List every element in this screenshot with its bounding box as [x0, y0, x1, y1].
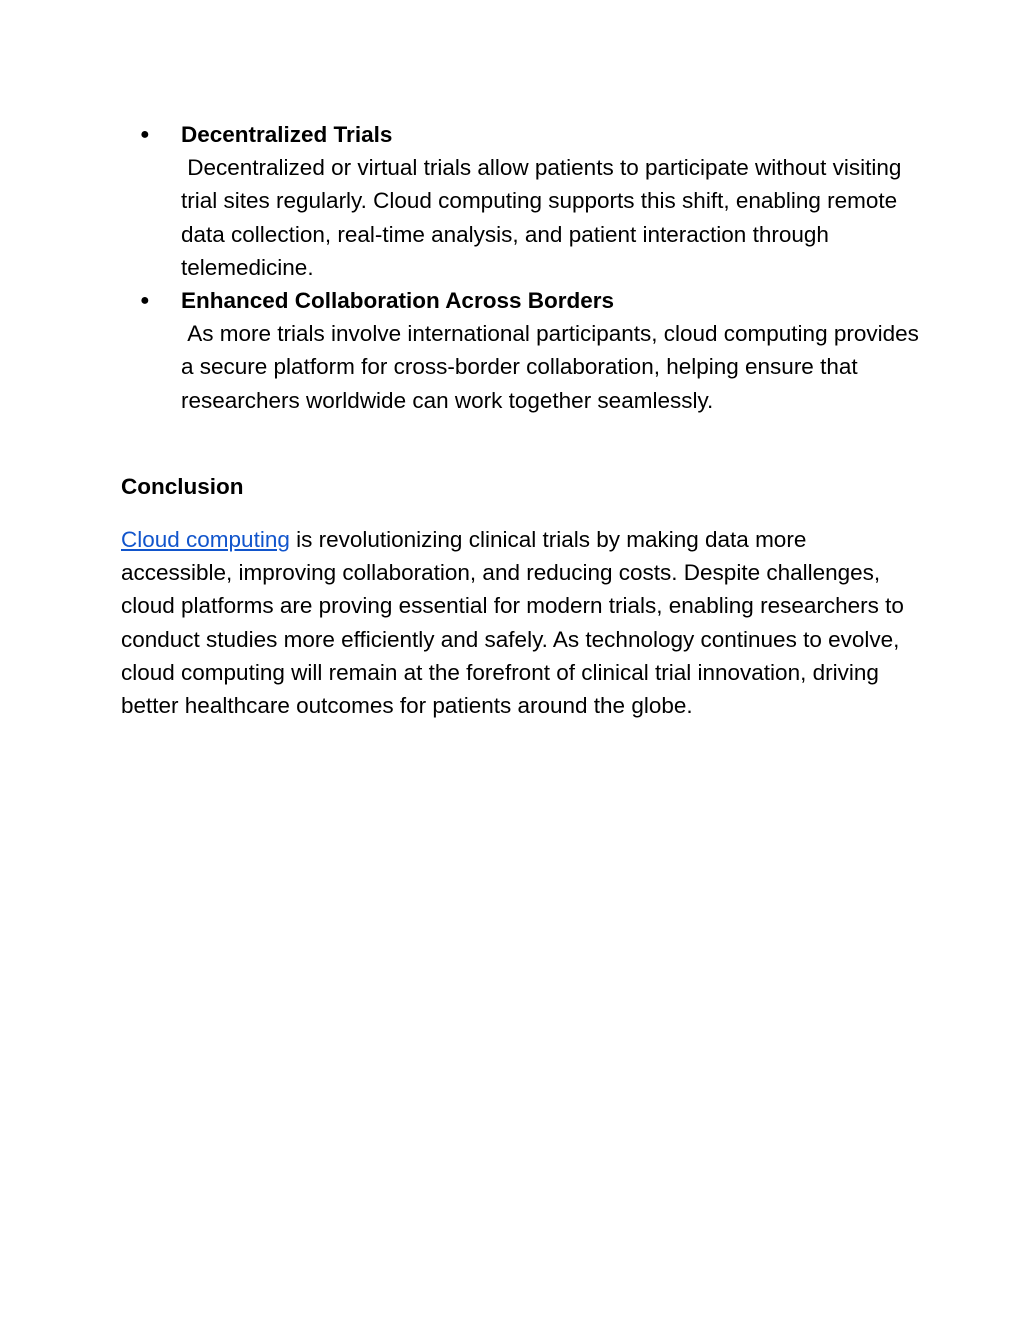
conclusion-text: is revolutionizing clinical trials by making data more accessible, improving collaboration, and reducing costs. Despite challenges, cloud platforms are proving essential for modern trials, enabling researchers to conduct studies more efficiently and safely. As technology continues to evolve, cloud computing will remain at the forefront of clinical trial innovation, driving better healthcare outcomes for patients around the globe. — [121, 527, 904, 719]
bullet-title: Decentralized Trials — [181, 122, 393, 147]
cloud-computing-link[interactable]: Cloud computing — [121, 527, 290, 552]
bullet-list — [121, 118, 926, 417]
bullet-body: As more trials involve international participants, cloud computing provides a secure platform for cross-border collaboration, helping ensure that researchers worldwide can work together seamlessly. — [181, 321, 926, 413]
bullet-title: Enhanced Collaboration Across Borders — [181, 288, 615, 314]
list-item-enhanced-collaboration — [121, 284, 926, 417]
conclusion-paragraph — [121, 523, 911, 722]
list-item-decentralized-trials — [121, 118, 921, 284]
bullet-icon: ● — [140, 126, 150, 143]
conclusion-heading: Conclusion — [121, 474, 244, 499]
bullet-body: Decentralized or virtual trials allow patients to participate without visiting trial sites regularly. Cloud computing supports this shift, enabling remote data collection, real-time analysis, and patient interaction through telemedicine. — [181, 155, 908, 280]
bullet-icon: ● — [140, 292, 150, 310]
